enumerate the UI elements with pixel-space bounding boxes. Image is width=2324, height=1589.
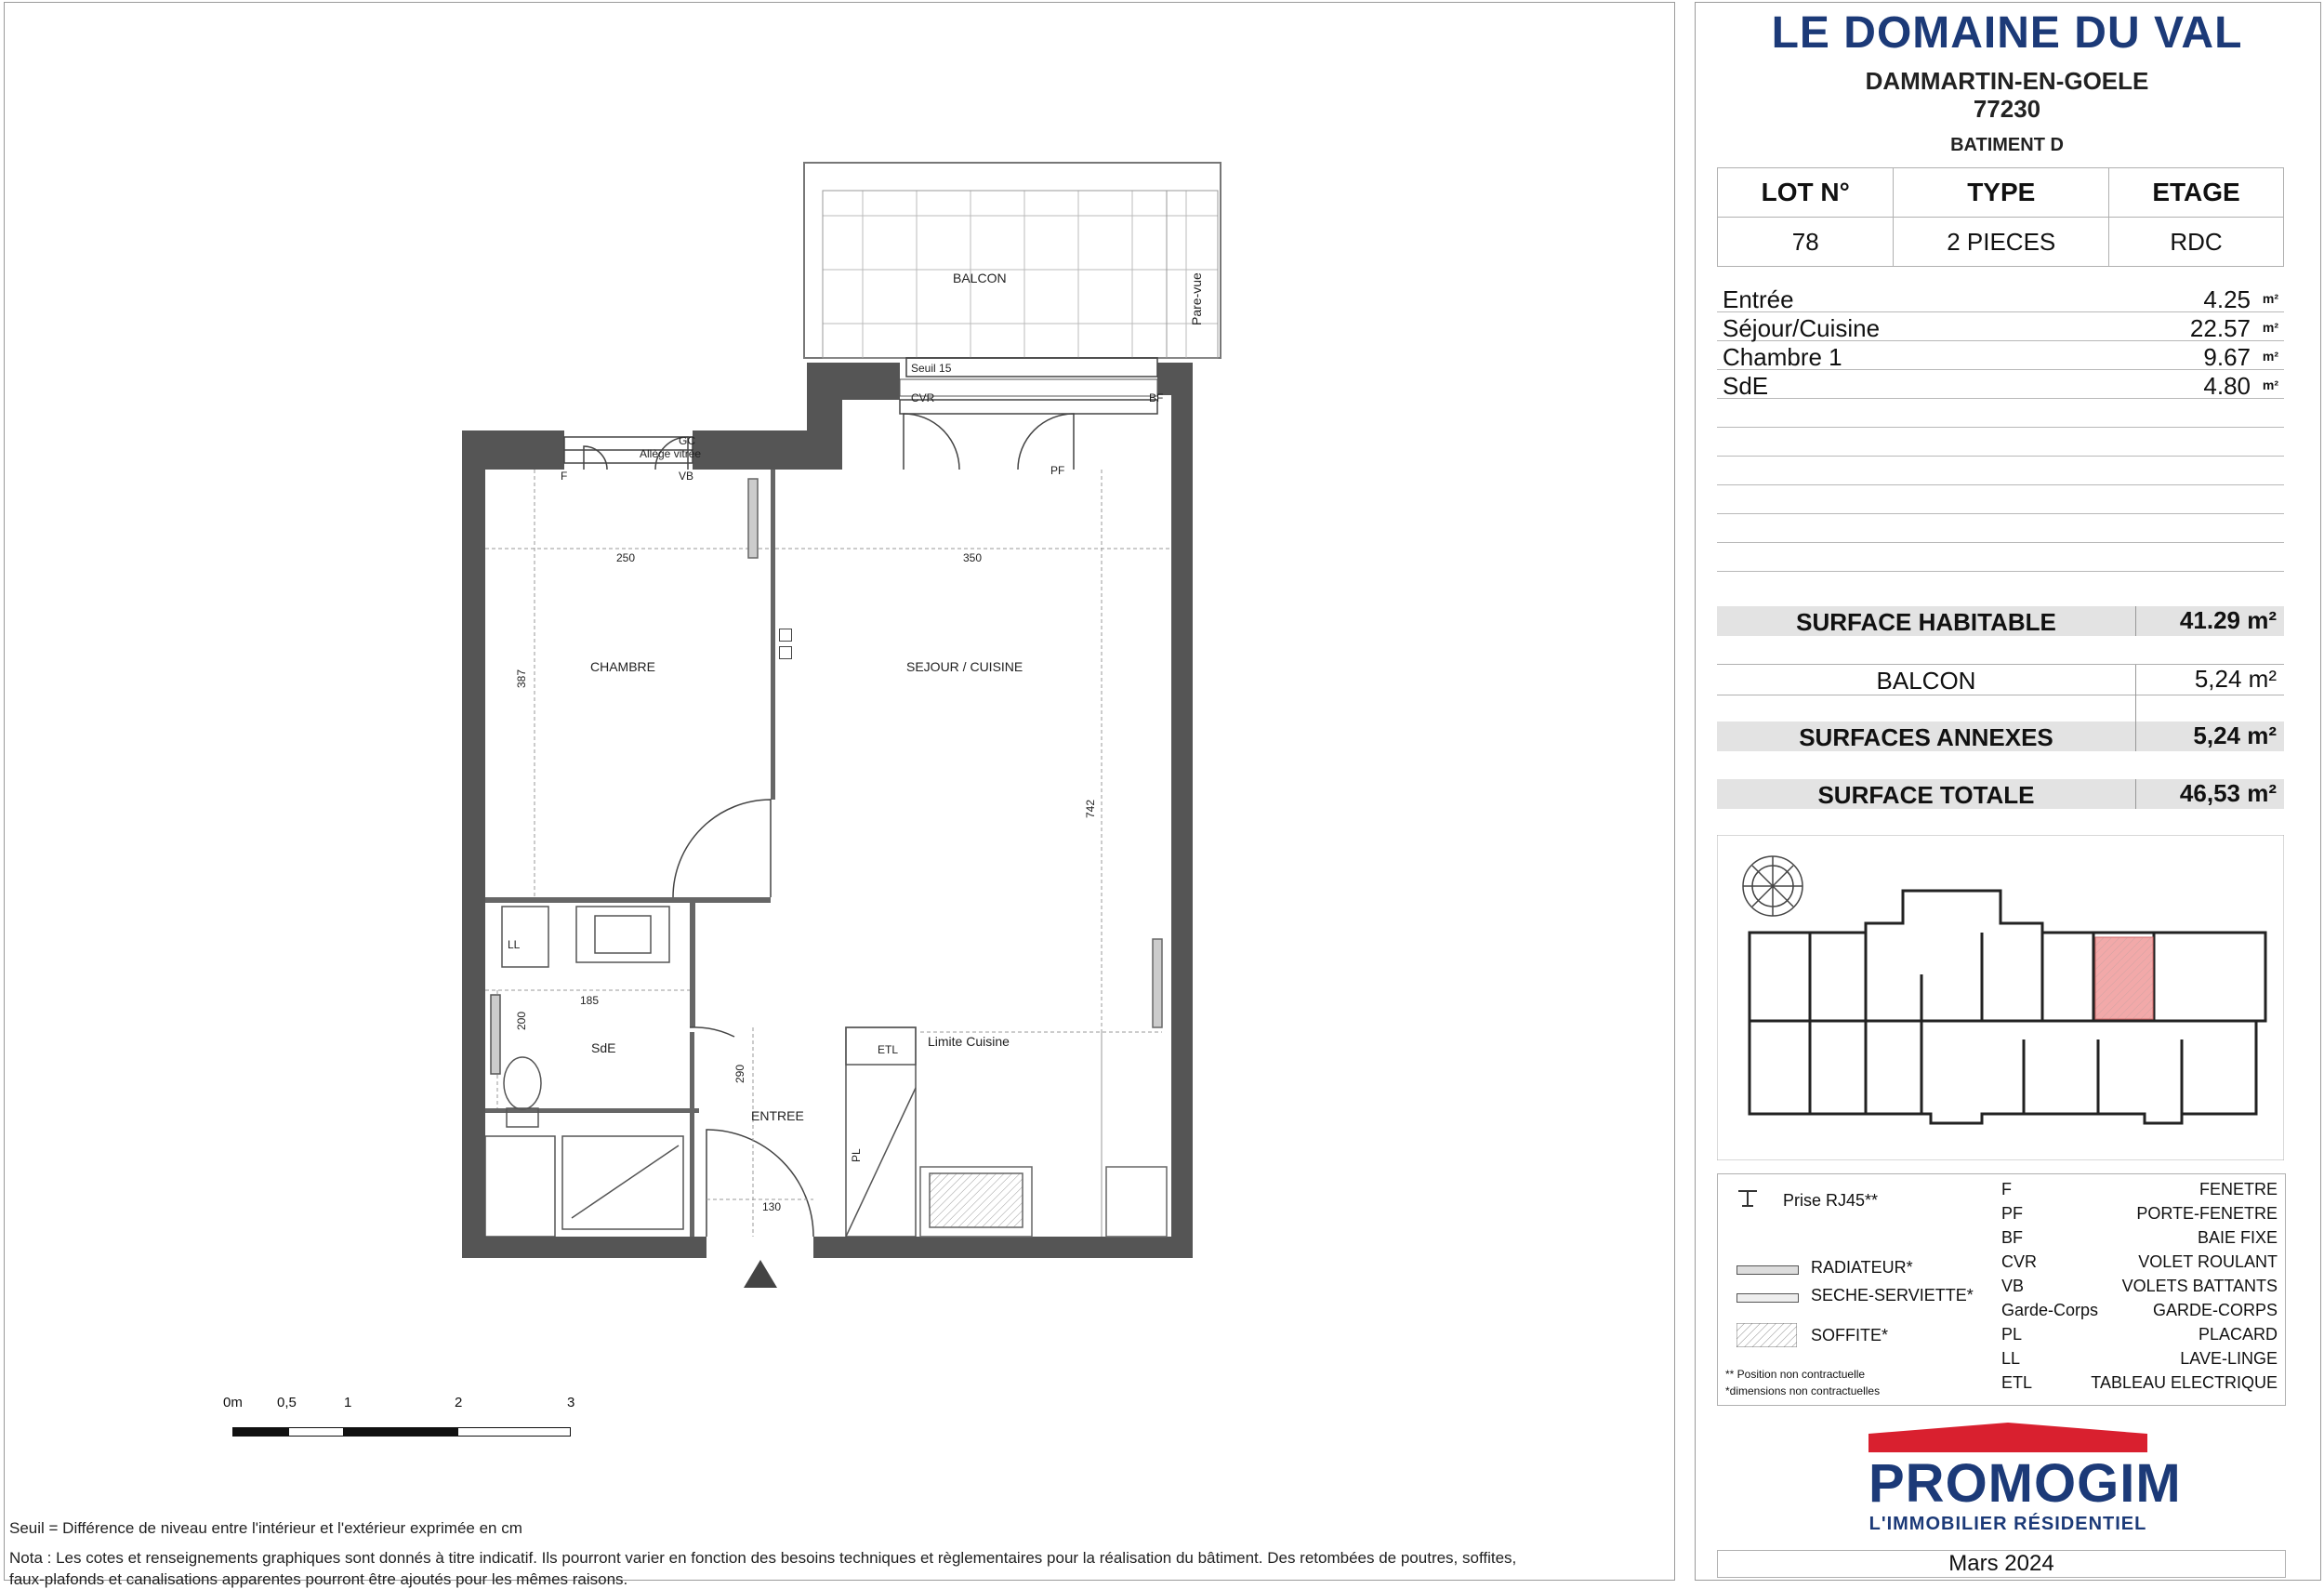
room-area: 4.25: [2203, 285, 2251, 313]
legend-radiator: RADIATEUR*: [1811, 1258, 1913, 1277]
balcon-value: 5,24 m²: [2194, 665, 2277, 693]
empty-row: [1717, 485, 2284, 514]
abbrev-code: CVR: [2001, 1252, 2038, 1271]
surfaces-annexes-value: 5,24 m²: [2193, 722, 2277, 749]
scale-label: 0m: [223, 1395, 243, 1410]
postcode: 77230: [1973, 95, 2041, 123]
entree-label: ENTREE: [751, 1108, 804, 1123]
empty-row: [1717, 399, 2284, 428]
nota-line-1: Nota : Les cotes et renseignements graphiques sont donnés à titre indicatif. Ils pourront varier en fonction des besoins techniques et règlementaires pour la réalisation du bâtiment. Des retombées de poutres, soffites,: [9, 1549, 1517, 1567]
cvr-label: CVR: [911, 391, 935, 404]
empty-row: [1717, 457, 2284, 485]
abbrev-label: PORTE-FENETRE: [2136, 1204, 2278, 1223]
pl-label: PL: [850, 1148, 863, 1162]
abbrev-label: TABLEAU ELECTRIQUE: [2091, 1373, 2278, 1392]
entry-arrow: [744, 1260, 777, 1288]
date: Mars 2024: [1717, 1550, 2286, 1578]
nota-line-2: faux-plafonds et canalisations apparentes pourront être ajoutés pour les mêmes raisons.: [9, 1570, 628, 1588]
etage-value: RDC: [2109, 218, 2284, 267]
ll-label: LL: [508, 938, 521, 951]
abbrev-label: LAVE-LINGE: [2180, 1349, 2278, 1368]
bathroom-fixtures: [485, 907, 683, 1237]
scale-label: 1: [344, 1395, 352, 1410]
scale-label: 3: [567, 1395, 575, 1410]
empty-row: [1717, 514, 2284, 543]
plan-text: [508, 271, 1204, 1213]
abbrev-code: LL: [2001, 1349, 2021, 1368]
sejour-label: SEJOUR / CUISINE: [906, 659, 1023, 674]
seuil-note: Seuil = Différence de niveau entre l'intérieur et l'extérieur exprimée en cm: [9, 1519, 522, 1537]
room-name: SdE: [1723, 372, 1769, 400]
brand-tagline: L'IMMOBILIER RÉSIDENTIEL: [1868, 1514, 2147, 1534]
radiator-icon: [1736, 1265, 1799, 1275]
room-row: [1717, 284, 2284, 312]
lot-header: LOT N°: [1718, 168, 1894, 218]
empty-row: [1717, 543, 2284, 572]
surfaces-annexes-row: [1717, 722, 2284, 751]
lot-value: 78: [1718, 218, 1894, 267]
room-row: [1717, 370, 2284, 399]
legend: [1717, 1173, 2286, 1406]
room-name: Entrée: [1723, 285, 1794, 313]
abbrev-code: ETL: [2001, 1373, 2033, 1392]
project-title: LE DOMAINE DU VAL: [1771, 8, 2243, 58]
room-area: 9.67: [2203, 343, 2251, 371]
abbrev-label: PLACARD: [2198, 1325, 2278, 1344]
surface-habitable-row: [1717, 606, 2284, 636]
etage-header: ETAGE: [2109, 168, 2284, 218]
kitchen-fixtures: [748, 479, 1167, 1237]
dimension-lines: [485, 470, 1171, 1237]
room-area: 22.57: [2189, 314, 2251, 342]
abbrev-label: VOLETS BATTANTS: [2121, 1277, 2278, 1295]
compass-icon: [1743, 856, 1802, 916]
chambre-label: CHAMBRE: [590, 659, 656, 674]
towel-dryer-icon: [1736, 1293, 1799, 1303]
surface-habitable-label: SURFACE HABITABLE: [1796, 608, 2056, 636]
seuil-label: Seuil 15: [911, 362, 952, 375]
gc-label: GC: [679, 434, 695, 447]
room-name: Séjour/Cuisine: [1723, 314, 1881, 342]
dim-290: 290: [733, 1064, 746, 1083]
room-row: [1717, 341, 2284, 370]
surface-totale-value: 46,53 m²: [2179, 779, 2277, 807]
abbrev-code: F: [2001, 1180, 2012, 1198]
abbrev-label: FENETRE: [2199, 1180, 2278, 1198]
room-area: 4.80: [2203, 372, 2251, 400]
dim-250: 250: [616, 551, 636, 564]
legend-note: *dimensions non contractuelles: [1725, 1384, 1881, 1397]
balcon-row: [1717, 664, 2284, 695]
room-row: [1717, 312, 2284, 341]
interior-walls: [485, 470, 775, 1237]
rj45-icon: [779, 629, 792, 642]
pf-label: PF: [1050, 464, 1065, 477]
rj45-icon: [779, 646, 792, 659]
window-f-label: F: [561, 470, 568, 483]
window-vb-label: VB: [679, 470, 694, 483]
building: BATIMENT D: [1950, 135, 2064, 155]
surface-habitable-value: 41.29 m²: [2179, 606, 2277, 634]
abbrev-code: Garde-Corps: [2001, 1301, 2099, 1319]
legend-note: ** Position non contractuelle: [1725, 1368, 1866, 1381]
surface-totale-row: [1717, 779, 2284, 809]
balcony: [804, 163, 1221, 358]
limite-cuisine-label: Limite Cuisine: [928, 1034, 1010, 1049]
rj45-icon: [1736, 1187, 1759, 1214]
surfaces-annexes-label: SURFACES ANNEXES: [1799, 723, 2053, 751]
abbrev-code: VB: [2001, 1277, 2025, 1295]
abbrev-code: PF: [2001, 1204, 2024, 1223]
legend-towel-dryer: SECHE-SERVIETTE*: [1811, 1286, 1974, 1304]
scale-label: 2: [455, 1395, 463, 1410]
dim-387: 387: [515, 669, 528, 688]
closets: [846, 1027, 916, 1237]
logo-roof-icon: [1868, 1423, 2147, 1452]
room-unit: m²: [2262, 320, 2278, 335]
lot-table: [1717, 167, 2284, 267]
abbrev-code: BF: [2001, 1228, 2024, 1247]
allege-label: Allège vitrée: [640, 447, 702, 460]
hatch-icon: [1736, 1323, 1797, 1347]
bf-label: BF: [1149, 391, 1164, 404]
empty-row: [1717, 428, 2284, 457]
legend-rj45: Prise RJ45**: [1783, 1191, 1879, 1210]
pare-vue-label: Pare-vue: [1189, 272, 1204, 325]
room-name: Chambre 1: [1723, 343, 1842, 371]
room-list: [1717, 284, 2284, 572]
dim-200: 200: [515, 1011, 528, 1030]
dim-742: 742: [1084, 799, 1097, 818]
city: DAMMARTIN-EN-GOELE: [1865, 67, 2149, 95]
room-unit: m²: [2262, 377, 2278, 392]
abbrev-label: BAIE FIXE: [2197, 1228, 2278, 1247]
abbrev-code: PL: [2001, 1325, 2023, 1344]
abbrev-label: GARDE-CORPS: [2152, 1301, 2278, 1319]
sde-label: SdE: [591, 1040, 616, 1055]
surface-totale-label: SURFACE TOTALE: [1817, 781, 2035, 809]
balcon-label: BALCON: [1876, 667, 1976, 695]
type-header: TYPE: [1894, 168, 2109, 218]
brand-name: PROMOGIM: [1868, 1453, 2182, 1514]
abbrev-label: VOLET ROULANT: [2138, 1252, 2278, 1271]
balcony-label: BALCON: [953, 271, 1007, 285]
dim-130: 130: [762, 1200, 782, 1213]
dim-350: 350: [963, 551, 983, 564]
empty-row: [1717, 694, 2284, 722]
legend-soffite: SOFFITE*: [1811, 1326, 1889, 1344]
dim-185: 185: [580, 994, 600, 1007]
building-key-plan: [1717, 835, 2284, 1160]
room-unit: m²: [2262, 349, 2278, 364]
scale-label: 0,5: [277, 1395, 297, 1410]
room-unit: m²: [2262, 291, 2278, 306]
door-swings: [584, 414, 1074, 1237]
etl-label: ETL: [878, 1043, 899, 1056]
type-value: 2 PIECES: [1894, 218, 2109, 267]
